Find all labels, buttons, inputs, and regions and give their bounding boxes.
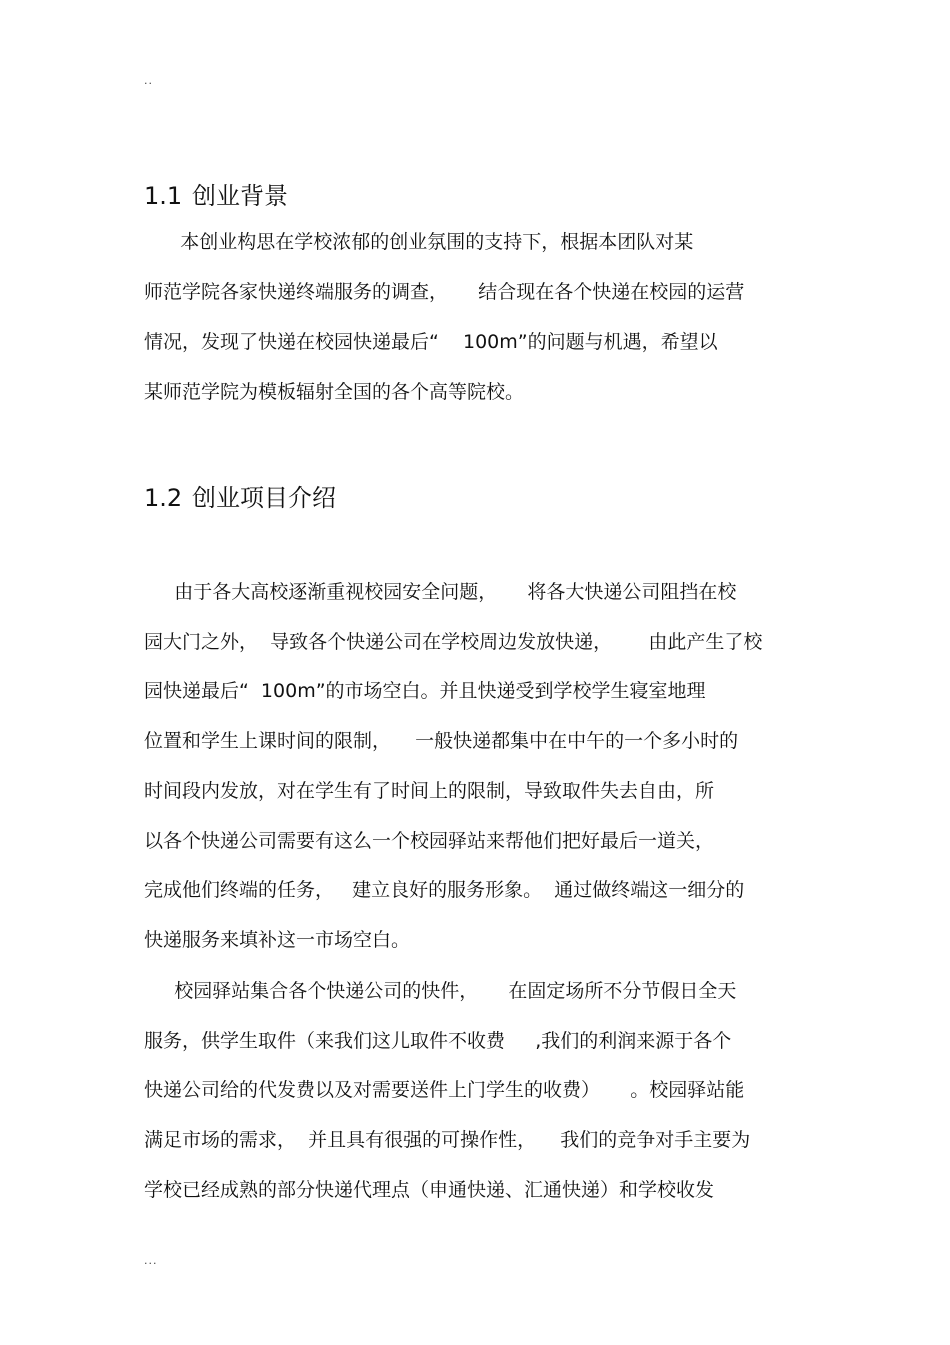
- section-title: 创业背景: [192, 182, 288, 210]
- paragraph-line: 快递公司给的代发费以及对需要送件上门学生的收费） 。校园驿站能: [144, 1079, 745, 1101]
- paragraph-line: 师范学院各家快递终端服务的调查， 结合现在各个快递在校园的运营: [144, 281, 745, 303]
- paragraph-line: 位置和学生上课时间的限制， 一般快递都集中在中午的一个多小时的: [144, 730, 739, 752]
- paragraph-line: 时间段内发放，对在学生有了时间上的限制，导致取件失去自由，所: [144, 780, 715, 802]
- section-title: 创业项目介绍: [192, 484, 336, 512]
- paragraph-line: 以各个快递公司需要有这么一个校园驿站来帮他们把好最后一道关，: [144, 830, 715, 852]
- paragraph-line: 满足市场的需求， 并且具有很强的可操作性， 我们的竞争对手主要为: [144, 1129, 751, 1151]
- paragraph-line: 完成他们终端的任务， 建立良好的服务形象。 通过做终端这一细分的: [144, 879, 745, 901]
- paragraph-line: 园快递最后“ 100m”的市场空白。并且快递受到学校学生寝室地理: [144, 680, 706, 702]
- paragraph-line: 由于各大高校逐渐重视校园安全问题， 将各大快递公司阻挡在校: [144, 581, 737, 603]
- paragraph-line: 学校已经成熟的部分快递代理点（申通快递、汇通快递）和学校收发: [144, 1179, 715, 1201]
- paragraph-line: 快递服务来填补这一市场空白。: [144, 929, 411, 951]
- paragraph-line: 本创业构思在学校浓郁的创业氛围的支持下，根据本团队对某: [144, 231, 694, 253]
- paragraph-line: 情况，发现了快递在校园快递最后“ 100m”的问题与机遇，希望以: [144, 331, 718, 353]
- section-number: 1.1: [144, 182, 183, 210]
- section-heading-project-intro: [144, 478, 336, 513]
- section-number: 1.2: [144, 484, 183, 512]
- paragraph-line: 某师范学院为模板辐射全国的各个高等院校。: [144, 381, 525, 403]
- paragraph-line: 园大门之外， 导致各个快递公司在学校周边发放快递， 由此产生了校: [144, 631, 763, 653]
- paragraph-line: 服务，供学生取件（来我们这儿取件不收费 ,我们的利润来源于各个: [144, 1030, 732, 1052]
- paragraph-line: 校园驿站集合各个快递公司的快件， 在固定场所不分节假日全天: [144, 980, 737, 1002]
- section-heading-background: [144, 176, 288, 211]
- footer-mark: ...: [144, 1254, 158, 1267]
- header-mark: ..: [144, 74, 153, 87]
